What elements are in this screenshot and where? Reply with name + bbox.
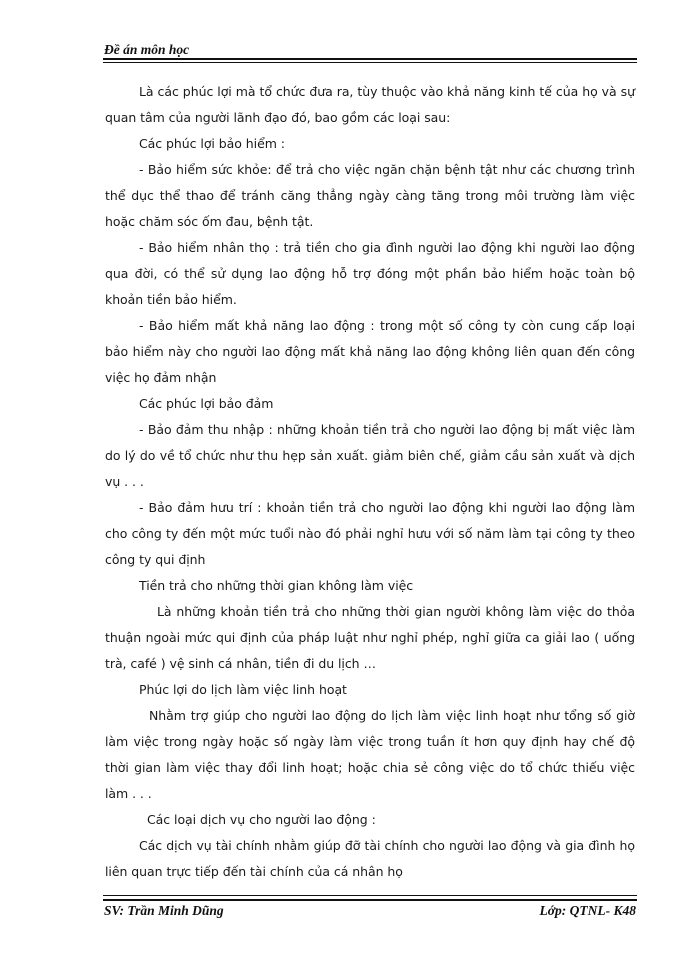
paragraph-health-insurance: - Bảo hiểm sức khỏe: để trả cho việc ngăn chặn bệnh tật như các chương trình thể dục thể thao để tránh căng thẳng ngày càng tăng trong môi trường làm việc hoặc chăm sóc ốm đau, bệnh tật.: [105, 162, 635, 229]
paragraph-flexible-schedule: Nhằm trợ giúp cho người lao động do lịch làm việc linh hoạt như tổng số giờ làm việc trong ngày hoặc số ngày làm việc trong tuần ít hơn quy định hay chế độ thời gian làm việc thay đổi linh hoạt; hoặc chia sẻ công việc do tổ chức thiếu việc làm . . .: [105, 708, 635, 801]
paragraph-intro: Là các phúc lợi mà tổ chức đưa ra, tùy thuộc vào khả năng kinh tế của họ và sự quan tâm của người lãnh đạo đó, bao gồm các loại sau:: [105, 84, 635, 125]
heading-employee-services: Các loại dịch vụ cho người lao động :: [147, 812, 376, 827]
heading-guarantee-benefits: Các phúc lợi bảo đảm: [139, 396, 274, 411]
header-rule-thin: [103, 62, 637, 63]
paragraph-life-insurance: - Bảo hiểm nhân thọ : trả tiền cho gia đình người lao động khi người lao động qua đời, có thể sử dụng lao động hỗ trợ đóng một phần bảo hiểm hoặc toàn bộ khoản tiền bảo hiểm.: [105, 240, 635, 307]
header-rule-thick: [103, 58, 637, 60]
footer-student-name: SV: Trần Minh Dũng: [104, 903, 224, 918]
paragraph-income-guarantee: - Bảo đảm thu nhập : những khoản tiền trả cho người lao động bị mất việc làm do lý do về tổ chức như thu hẹp sản xuất. giảm biên chế, giảm cầu sản xuất và dịch vụ . . .: [105, 422, 635, 489]
footer-class: Lớp: QTNL- K48: [539, 903, 636, 918]
footer-rule-thin: [103, 895, 637, 896]
heading-insurance-benefits: Các phúc lợi bảo hiểm :: [139, 136, 285, 151]
page-header-title: Đề án môn học: [104, 42, 190, 57]
paragraph-financial-services: Các dịch vụ tài chính nhằm giúp đỡ tài chính cho người lao động và gia đình họ liên quan trực tiếp đến tài chính của cá nhân họ: [105, 838, 635, 879]
paragraph-retirement-guarantee: - Bảo đảm hưu trí : khoản tiền trả cho người lao động khi người lao động làm cho công ty đến một mức tuổi nào đó phải nghỉ hưu với số năm làm tại công ty theo công ty qui định: [105, 500, 635, 567]
heading-paid-time-off: Tiền trả cho những thời gian không làm việc: [139, 578, 414, 593]
paragraph-disability-insurance: - Bảo hiểm mất khả năng lao động : trong một số công ty còn cung cấp loại bảo hiểm này cho người lao động mất khả năng lao động không liên quan đến công việc họ đảm nhận: [105, 318, 635, 385]
paragraph-paid-time-off: Là những khoản tiền trả cho những thời gian người không làm việc do thỏa thuận ngoài mức qui định của pháp luật như nghỉ phép, nghỉ giữa ca giải lao ( uống trà, café ) vệ sinh cá nhân, tiền đi du lịch …: [105, 604, 635, 671]
document-body: [105, 79, 635, 885]
heading-flexible-schedule: Phúc lợi do lịch làm việc linh hoạt: [139, 682, 347, 697]
footer-rule-thick: [103, 899, 637, 901]
